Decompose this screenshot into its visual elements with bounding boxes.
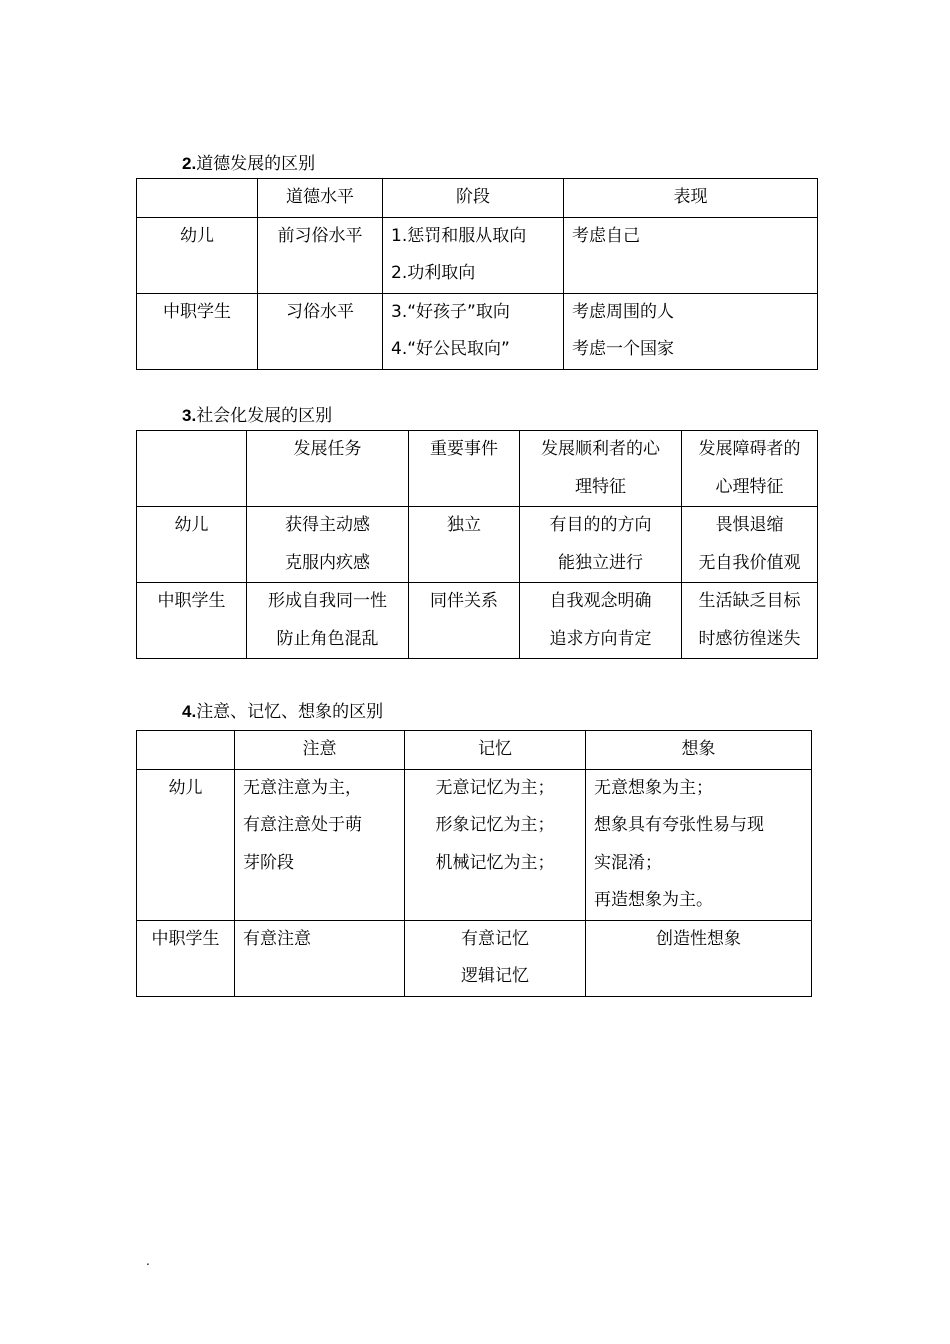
section2-heading: 2.道德发展的区别 — [182, 154, 316, 174]
row-label: 幼儿 — [137, 769, 235, 920]
header-cell: 重要事件 — [409, 431, 520, 507]
table-row — [137, 583, 818, 659]
header-cell: 发展顺利者的心 理特征 — [520, 431, 682, 507]
header-cell: 表现 — [564, 179, 818, 218]
header-cell: 注意 — [235, 731, 405, 770]
row-label: 幼儿 — [137, 217, 258, 293]
level-cell: 前习俗水平 — [258, 217, 383, 293]
good-trait-cell: 自我观念明确 追求方向肯定 — [520, 583, 682, 659]
attention-cell: 无意注意为主， 有意注意处于萌 芽阶段 — [235, 769, 405, 920]
header-cell: 发展任务 — [247, 431, 409, 507]
header-cell: 发展障碍者的 心理特征 — [682, 431, 818, 507]
row-label: 幼儿 — [137, 507, 247, 583]
header-cell: 想象 — [586, 731, 812, 770]
header-cell — [137, 731, 235, 770]
stage-cell: 1.惩罚和服从取向 2.功利取向 — [383, 217, 564, 293]
row-label: 中职学生 — [137, 293, 258, 369]
bad-trait-cell: 畏惧退缩 无自我价值观 — [682, 507, 818, 583]
memory-cell: 无意记忆为主； 形象记忆为主； 机械记忆为主； — [405, 769, 586, 920]
section4-heading: 4.注意、记忆、想象的区别 — [182, 702, 384, 722]
table-row — [137, 920, 812, 996]
bad-trait-cell: 生活缺乏目标 时感彷徨迷失 — [682, 583, 818, 659]
socialization-table — [136, 430, 818, 659]
imagination-cell: 创造性想象 — [586, 920, 812, 996]
header-cell — [137, 431, 247, 507]
header-cell: 记忆 — [405, 731, 586, 770]
table-row — [137, 293, 818, 369]
task-cell: 获得主动感 克服内疚感 — [247, 507, 409, 583]
task-cell: 形成自我同一性 防止角色混乱 — [247, 583, 409, 659]
memory-cell: 有意记忆 逻辑记忆 — [405, 920, 586, 996]
row-label: 中职学生 — [137, 920, 235, 996]
footer-mark: . — [146, 1254, 150, 1268]
event-cell: 同伴关系 — [409, 583, 520, 659]
table-row — [137, 769, 812, 920]
level-cell: 习俗水平 — [258, 293, 383, 369]
section3-heading: 3.社会化发展的区别 — [182, 406, 333, 426]
attention-memory-imagination-table — [136, 730, 812, 997]
good-trait-cell: 有目的的方向 能独立进行 — [520, 507, 682, 583]
table-header-row — [137, 179, 818, 218]
moral-development-table — [136, 178, 818, 370]
show-cell: 考虑周围的人 考虑一个国家 — [564, 293, 818, 369]
table-row — [137, 217, 818, 293]
show-cell: 考虑自己 — [564, 217, 818, 293]
stage-cell: 3.“好孩子”取向 4.“好公民取向” — [383, 293, 564, 369]
table-header-row — [137, 431, 818, 507]
attention-cell: 有意注意 — [235, 920, 405, 996]
table-header-row — [137, 731, 812, 770]
header-cell: 阶段 — [383, 179, 564, 218]
header-cell — [137, 179, 258, 218]
header-cell: 道德水平 — [258, 179, 383, 218]
imagination-cell: 无意想象为主； 想象具有夸张性易与现 实混淆； 再造想象为主。 — [586, 769, 812, 920]
row-label: 中职学生 — [137, 583, 247, 659]
table-row — [137, 507, 818, 583]
event-cell: 独立 — [409, 507, 520, 583]
